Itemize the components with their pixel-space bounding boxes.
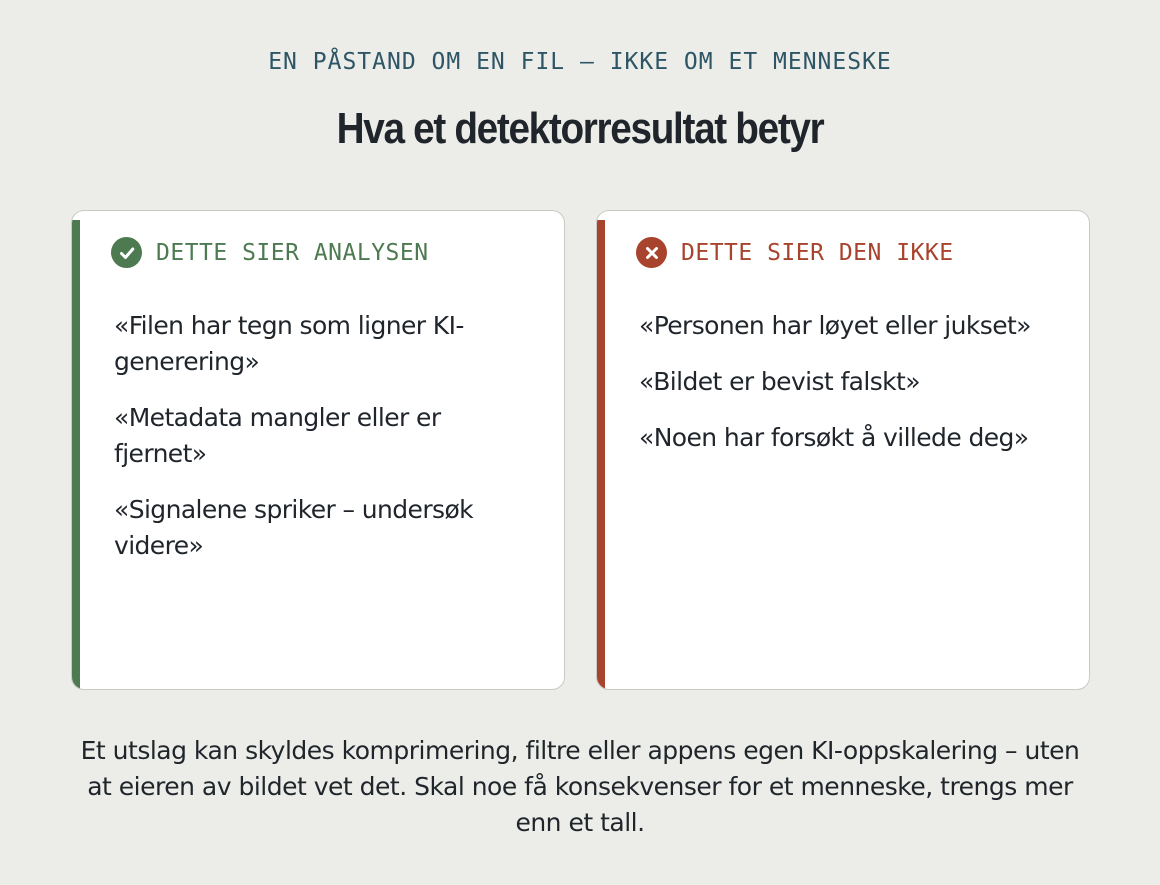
statement-list [639,308,1065,476]
list-item: «Metadata mangler eller er fjernet» [114,403,441,468]
card-label: DETTE SIER ANALYSEN [156,239,429,266]
footer-note: Et utslag kan skyldes komprimering, filtre eller appens egen KI-oppskalering – uten at eieren av bildet vet det. Skal noe få konsekvenser for et menneske, trengs mer enn et tall. [80,736,1080,837]
list-item: «Personen har løyet eller jukset» [639,311,1031,340]
list-item: «Bildet er bevist falskt» [639,367,920,396]
page-title: Hva et detektorresultat betyr [336,104,824,153]
card-header [636,237,954,268]
card-accent-bar [597,220,605,689]
x-circle-icon [636,237,667,268]
card-header [111,237,429,268]
list-item: «Noen har forsøkt å villede deg» [639,423,1029,452]
card-accent-bar [72,220,80,689]
list-item: «Filen har tegn som ligner KI-generering» [114,311,464,376]
list-item: «Signalene spriker – undersøk videre» [114,495,474,560]
check-circle-icon [111,237,142,268]
card-label: DETTE SIER DEN IKKE [681,239,954,266]
eyebrow-text: EN PÅSTAND OM EN FIL – IKKE OM ET MENNESKE [268,49,892,75]
statement-list [114,308,540,584]
card-what-it-does-not-say [596,210,1090,690]
card-what-analysis-says [71,210,565,690]
